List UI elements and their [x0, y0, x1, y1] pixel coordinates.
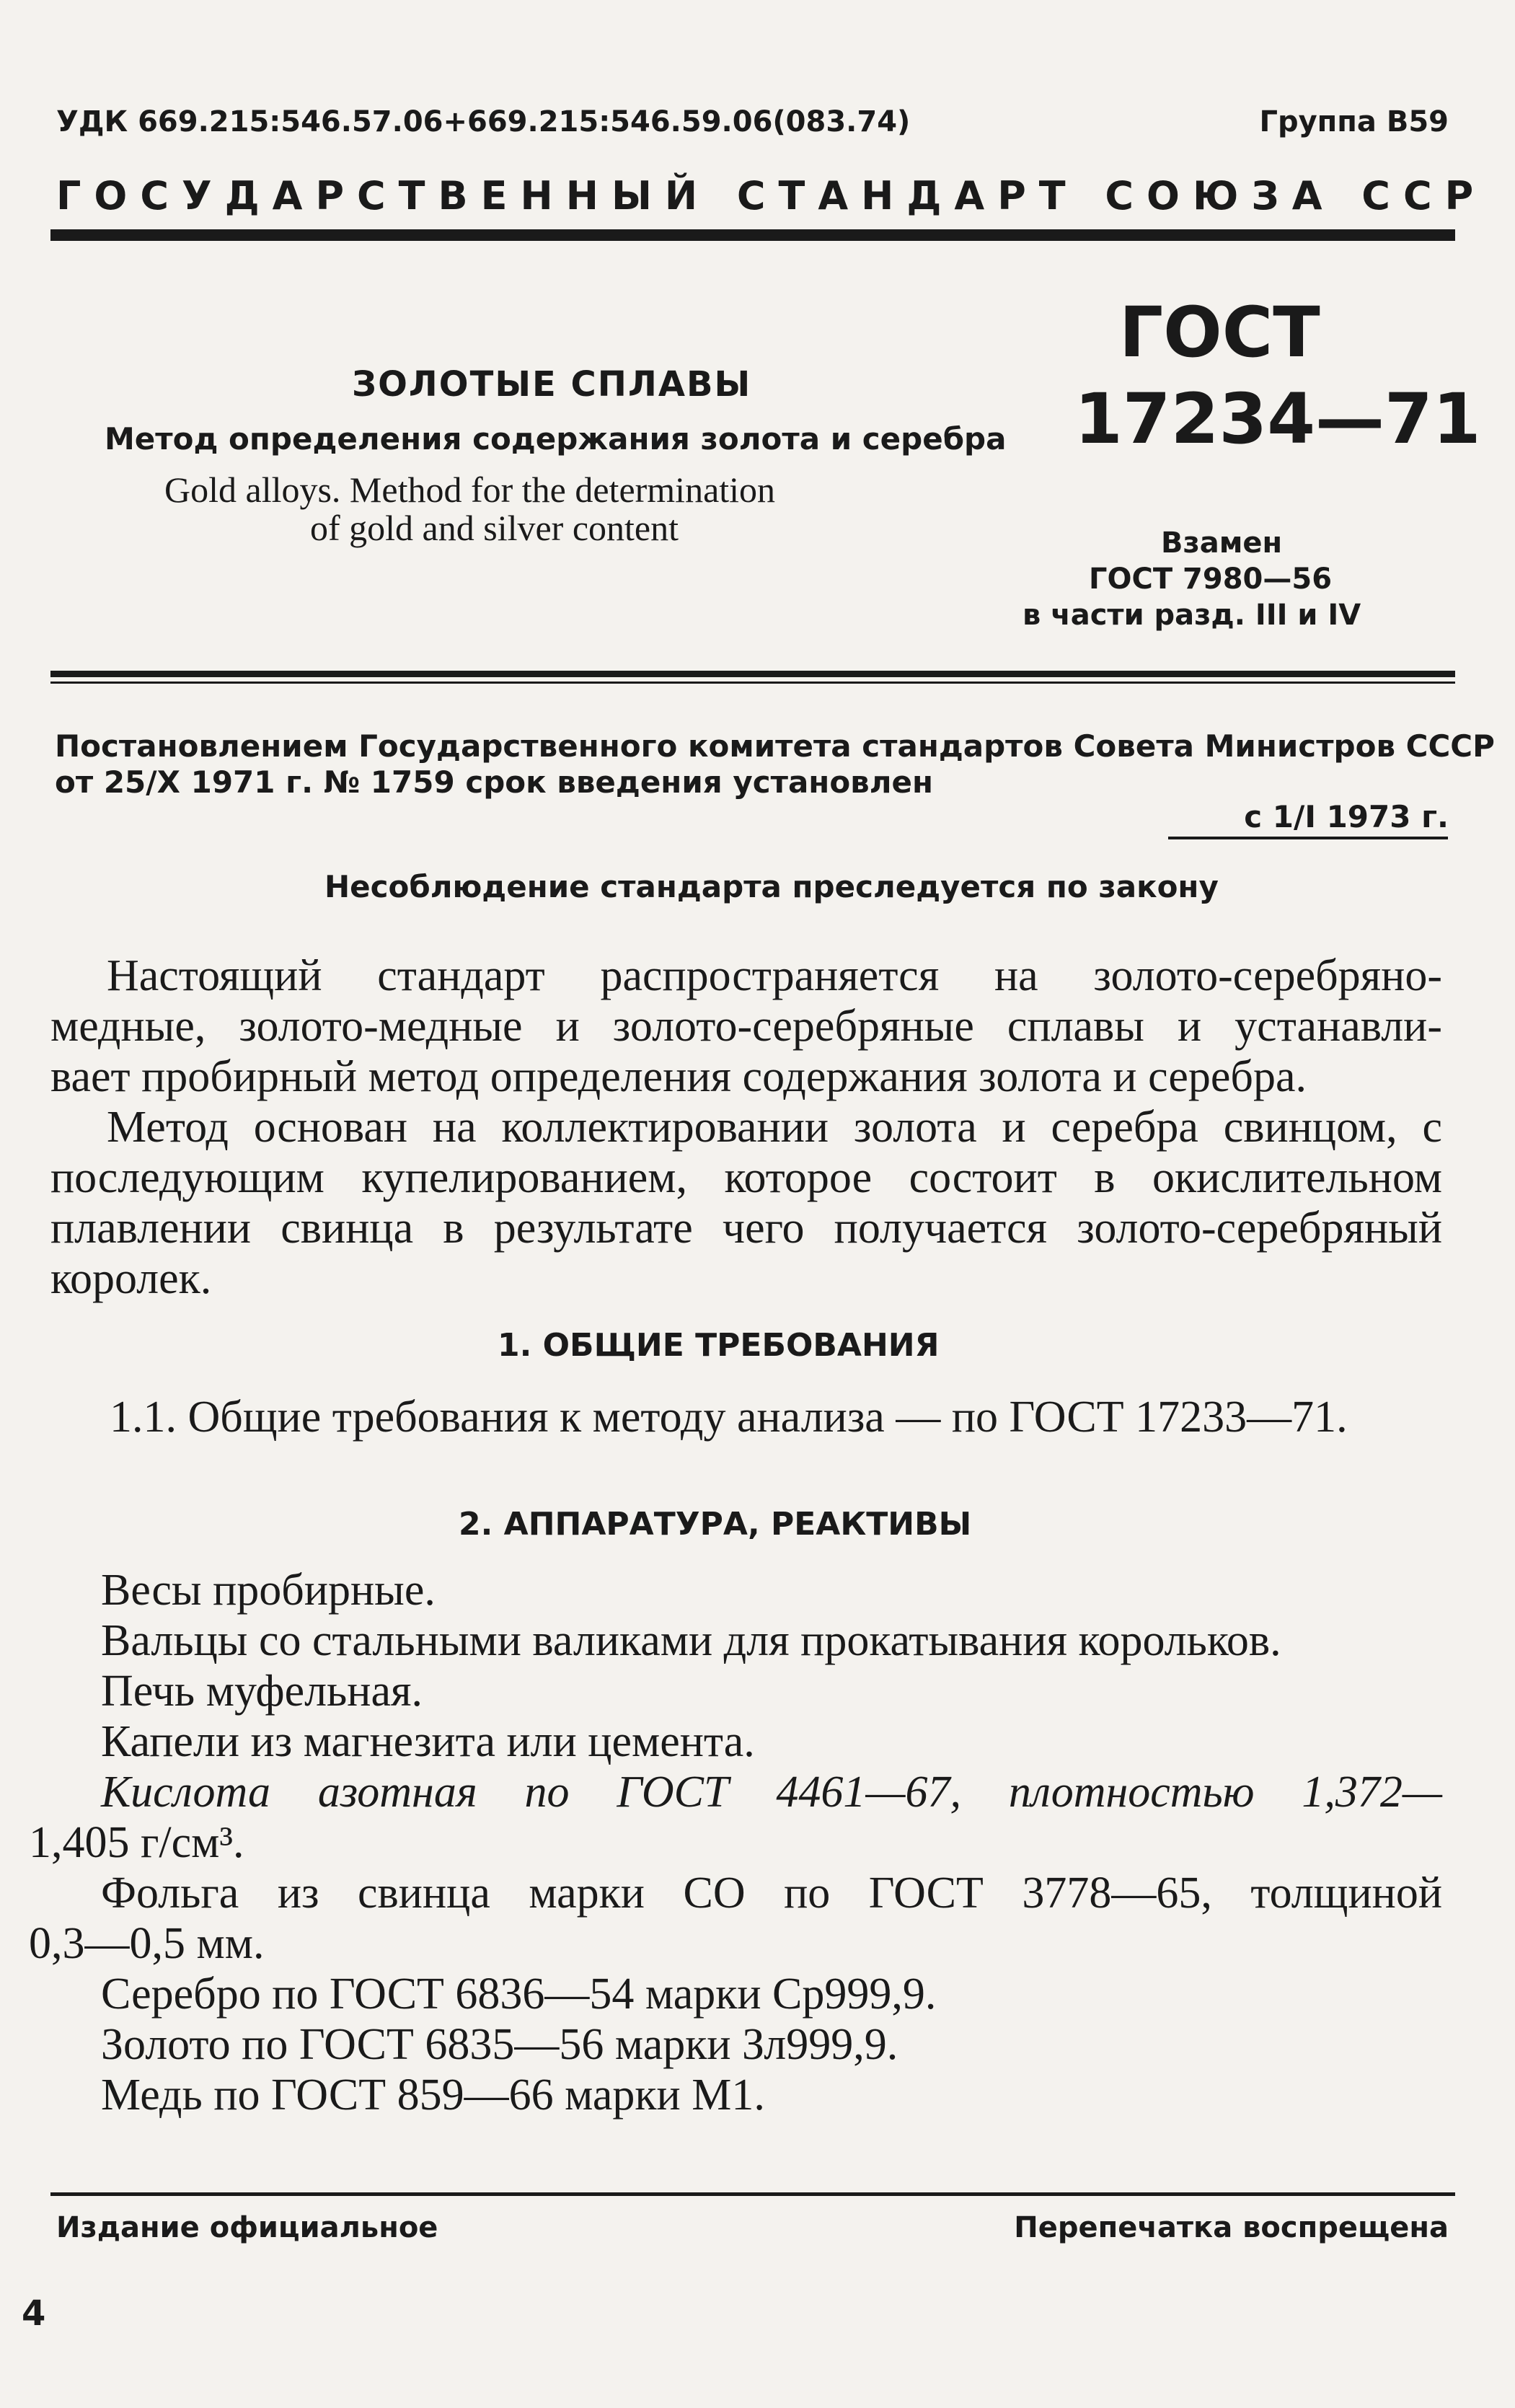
section2-list	[29, 1565, 1442, 2120]
reagent-item: Вальцы со стальными валиками для прокатывания корольков.	[101, 1616, 1281, 1665]
state-standard-banner: ГОСУДАРСТВЕННЫЙ СТАНДАРТ СОЮЗА ССР	[56, 173, 1487, 219]
subtitle-ru: Метод определения содержания золота и серебра	[105, 421, 1007, 457]
intro-p1-line2: медные, золото-медные и золото-серебряные сплавы и устанавли-	[50, 1002, 1442, 1051]
replaces-line3: в части разд. III и IV	[1022, 599, 1361, 632]
intro-p2-line1: Метод основан на коллектировании золота и серебра свинцом, с	[107, 1103, 1442, 1152]
reagent-item: Золото по ГОСТ 6835—56 марки Зл999,9.	[101, 2020, 898, 2069]
gost-number: 17234—71	[1074, 379, 1481, 459]
header-thick-rule	[50, 229, 1455, 241]
reagent-item: Фольга из свинца марки СО по ГОСТ 3778—65, толщиной	[101, 1869, 1442, 1918]
replaces-line1: Взамен	[1161, 526, 1283, 560]
official-edition: Издание официальное	[56, 2211, 438, 2244]
title-ru: ЗОЛОТЫЕ СПЛАВЫ	[352, 364, 752, 405]
reagent-item: Медь по ГОСТ 859—66 марки М1.	[101, 2070, 765, 2120]
reagent-item: Кислота азотная по ГОСТ 4461—67, плотностью 1,372—	[101, 1768, 1442, 1817]
title-double-rule-bottom	[50, 682, 1455, 684]
gost-label: ГОСТ	[1119, 292, 1320, 373]
section1-item: 1.1. Общие требования к методу анализа — по ГОСТ 17233—71.	[110, 1393, 1348, 1442]
intro-p1-line1: Настоящий стандарт распространяется на золото-серебряно-	[107, 951, 1442, 1000]
page-number: 4	[22, 2293, 46, 2334]
replaces-line2: ГОСТ 7980—56	[1089, 563, 1333, 596]
title-en-line1: Gold alloys. Method for the determination	[164, 469, 776, 510]
group-code: Группа В59	[1259, 105, 1449, 138]
section1-heading: 1. ОБЩИЕ ТРЕБОВАНИЯ	[498, 1327, 940, 1364]
title-double-rule-top	[50, 671, 1455, 677]
intro-text	[50, 951, 1442, 1304]
intro-p2-line3: плавлении свинца в результате чего получается золото-серебряный	[50, 1204, 1442, 1253]
intro-p2-line2: последующим купелированием, которое состоит в окислительном	[50, 1153, 1442, 1202]
reagent-item: Капели из магнезита или цемента.	[101, 1717, 755, 1766]
law-notice: Несоблюдение стандарта преследуется по закону	[324, 869, 1219, 904]
effective-date: с 1/I 1973 г.	[1244, 799, 1449, 834]
decree-line1: Постановлением Государственного комитета стандартов Совета Министров СССР	[55, 728, 1495, 764]
reagent-item: Серебро по ГОСТ 6836—54 марки Ср999,9.	[101, 1970, 937, 2019]
reagent-item: 0,3—0,5 мм.	[29, 1919, 265, 1968]
reagent-item: Весы пробирные.	[101, 1566, 436, 1615]
reprint-notice: Перепечатка воспрещена	[1014, 2211, 1449, 2244]
udk-code: УДК 669.215:546.57.06+669.215:546.59.06(083.74)	[56, 105, 911, 138]
section2-heading: 2. АППАРАТУРА, РЕАКТИВЫ	[459, 1506, 972, 1543]
reagent-item: 1,405 г/см³.	[29, 1818, 244, 1867]
effective-date-underline	[1168, 837, 1448, 839]
decree-line2: от 25/X 1971 г. № 1759 срок введения установлен	[55, 764, 934, 800]
intro-p2-line4: королек.	[50, 1254, 212, 1303]
title-en-line2: of gold and silver content	[310, 508, 679, 548]
intro-p1-line3: вает пробирный метод определения содержания золота и серебра.	[50, 1052, 1307, 1101]
footer-rule	[50, 2192, 1455, 2196]
reagent-item: Печь муфельная.	[101, 1667, 423, 1716]
